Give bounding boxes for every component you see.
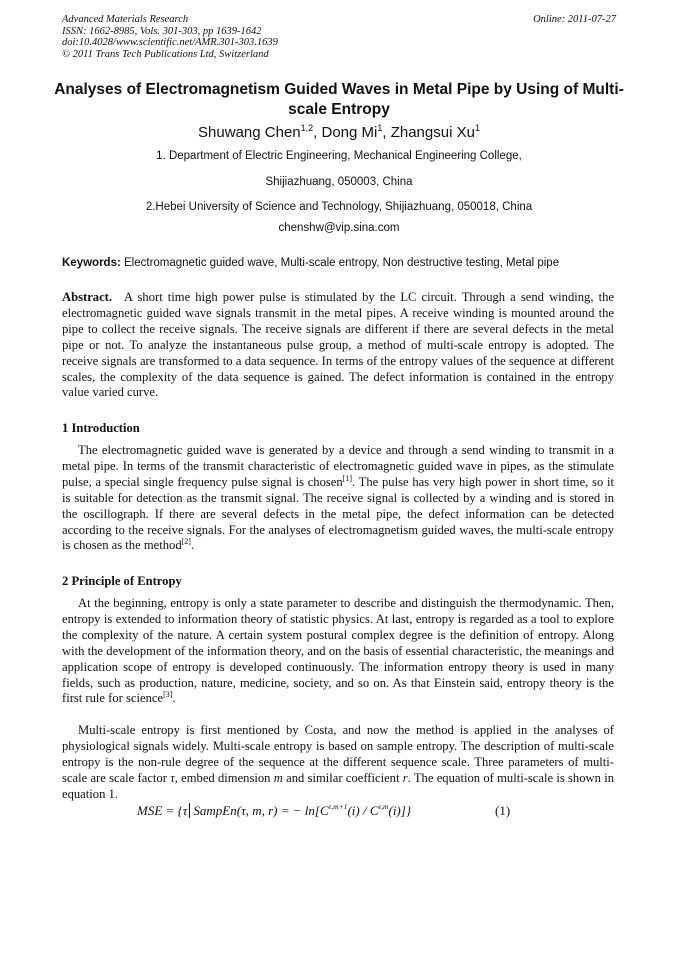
mse-equation: MSE = {τ SampEn(τ, m, r) = − $\ln[C^{\tau,m+1}(i) / C^{\tau,m}(i)]$} — [137, 802, 412, 818]
paper-title: Analyses of Electromagnetism Guided Waves in Metal Pipe by Using of Multi-scale Entropy — [54, 81, 624, 118]
abstract-label: Abstract. — [62, 290, 113, 304]
citation-ref: [3] — [163, 690, 173, 700]
equation-number: (1) — [495, 803, 511, 818]
online-date: Online: 2011-07-27 — [533, 14, 616, 25]
issn-line: ISSN: 1662-8985, Vols. 301-303, pp 1639-1642 — [62, 25, 262, 37]
author-name: Shuwang Chen — [198, 124, 301, 141]
author-affiliation-mark: 1 — [377, 123, 383, 133]
section-2-paragraph-1: At the beginning, entropy is only a state parameter to describe and distinguish the thermodynamic. Then, entropy is extended to information theory of statistic physics. At last, entropy is regarded as a tool to explore the complexity of the nature. A certain system postural complex degree is the definition of entropy. Along with the development of the information theory, and on the basis of essential characteristic, the meanings and application scope of entropy is developed continuously. The information entropy theory is used in many fields, such as production, nature, medicine, society, and so on. As that Einstein said, entropy theory is the first rule for science[3]. — [62, 596, 614, 706]
section-2-paragraph-2: Multi-scale entropy is first mentioned by Costa, and now the method is applied in the analyses of physiological signals widely. Multi-scale entropy is based on sample entropy. The description of multi-scale entropy is the non-rule degree of the sequence at the different sequence scale. Three parameters of multi-scale are scale factor τ, embed dimension m and similar coefficient r. The equation of multi-scale is shown in equation 1. — [62, 723, 614, 801]
author-affiliation-mark: 1,2 — [300, 123, 314, 133]
abstract-text: A short time high power pulse is stimulated by the LC circuit. Through a send winding, the electromagnetic guided wave signals transmit in the metal pipes. A receive winding is mounted around the pipe to collect the receive signals. The receive signals are different if there are several defects in the metal pipe or not. To analyze the instantaneous pulse group, a method of multi-scale entropy is adopted. The receive signals are transformed to a data sequence. In terms of the entropy values of the sequence at different scales, the complexity of the data sequence is gained. The defect information is contained in the entropy value varied curve. — [62, 290, 614, 400]
keywords-label: Keywords: — [62, 257, 121, 269]
copyright-line: © 2011 Trans Tech Publications Ltd, Switzerland — [62, 48, 269, 60]
author-name: Zhangsui Xu — [390, 124, 475, 141]
affiliation-1-line-2: Shijiazhuang, 050003, China — [265, 176, 413, 188]
author-email: chenshw@vip.sina.com — [278, 222, 400, 234]
journal-header — [62, 14, 278, 60]
author-list: Shuwang Chen$^{1,2}$, Dong Mi$^1$, Zhangsui Xu$^1$ — [198, 123, 480, 141]
author-affiliation-mark: 1 — [474, 123, 480, 133]
keywords-line — [62, 257, 622, 269]
citation-ref: [2] — [181, 537, 191, 547]
abstract-paragraph — [62, 290, 614, 401]
section-1-paragraph: The electromagnetic guided wave is generated by a device and through a send winding to transmit in a metal pipe. In terms of the transmit characteristic of electromagnetic guided wave in pipes, as the stimulate pulse, a special single frequency pulse signal is chosen[1]. The pulse has very high power in short time, so it is suitable for detection as the transmit signal. The receive signal is collected by a winding and is stored in the oscillograph. If there are several defects in the metal pipe, the defect information can be detected according to the receive signals. For the analyses of electromagnetism guided waves, the multi-scale entropy is chosen as the method[2]. — [62, 443, 614, 553]
citation-ref: [1] — [342, 473, 353, 483]
author-name: Dong Mi — [321, 124, 378, 141]
affiliation-1-line-1: 1. Department of Electric Engineering, Mechanical Engineering College, — [156, 150, 522, 162]
section-2-heading: 2 Principle of Entropy — [62, 574, 182, 588]
section-1-heading: 1 Introduction — [62, 421, 140, 435]
affiliation-2: 2.Hebei University of Science and Technology, Shijiazhuang, 050018, China — [145, 201, 533, 213]
doi-line: doi:10.4028/www.scientific.net/AMR.301-303.1639 — [62, 37, 278, 48]
equation-body: SampEn(τ, m, r) = − $\ln[C^{\tau,m+1}(i) / C^{\tau,m}(i)]$} — [189, 803, 411, 818]
keywords-text: Electromagnetic guided wave, Multi-scale entropy, Non destructive testing, Metal pipe — [124, 257, 560, 269]
journal-name: Advanced Materials Research — [62, 14, 189, 25]
